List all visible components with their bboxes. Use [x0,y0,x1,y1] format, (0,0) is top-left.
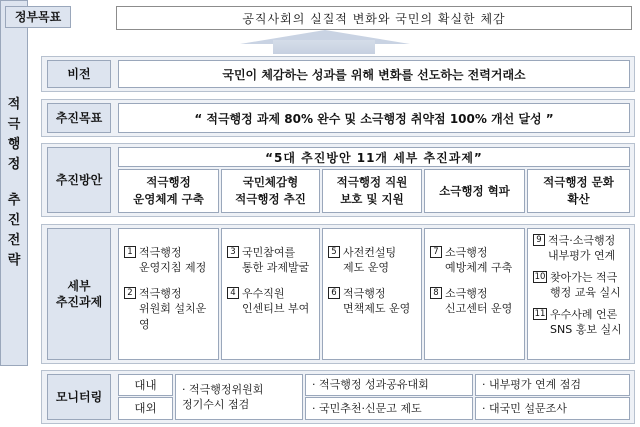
task-column [322,228,422,360]
task-item [533,307,625,338]
task-item [328,245,417,276]
task-item [124,286,214,332]
plan-item [527,169,630,213]
monitoring-survey: · 대국민 설문조사 [475,397,630,420]
task-number: 11 [534,308,546,319]
task-number: 3 [227,246,239,258]
task-item [328,286,417,317]
strategy-char: 극 [7,117,21,132]
plan-item [424,169,525,213]
government-goal-text: 공직사회의 실질적 변화와 국민의 확실한 체감 [116,6,632,30]
plan-item-line: 적극행정 직원 [336,175,408,190]
target-text: “ 적극행정 과제 80% 완수 및 소극행정 취약점 100% 개선 달성 ” [118,103,630,133]
task-number: 4 [227,287,239,299]
task-item [533,233,625,264]
plan-title: “5대 추진방안 11개 세부 추진과제” [118,147,630,167]
task-column [221,228,320,360]
task-number: 9 [533,234,545,246]
task-text: 적극행정 운영지침 제정 [139,246,207,275]
task-column [527,228,630,360]
strategy-char: 정 [7,157,21,172]
plan-item [221,169,320,213]
task-item [430,286,520,317]
plan-item-line: 확산 [567,192,590,206]
task-item [430,245,520,276]
task-item [124,245,214,276]
task-number: 5 [328,246,340,258]
plan-item-line: 소극행정 혁파 [439,183,510,198]
strategy-char: 추 [7,193,21,208]
vision-label: 비전 [47,60,111,88]
plan-item-line: 국민체감형 [242,175,299,190]
monitoring-external-tag: 대외 [118,397,173,420]
strategy-char: 진 [7,213,21,228]
strategy-char: 략 [7,253,21,268]
task-text: 우수사례 언론 SNS 홍보 실시 [550,307,622,336]
strategy-char: 행 [7,137,21,152]
monitoring-internal-eval: · 내부평가 연계 점검 [475,374,630,396]
task-column [424,228,525,360]
tasks-label-line: 세부 [67,278,91,293]
monitoring-label: 모니터링 [47,374,111,420]
task-column [118,228,219,360]
task-text: 사전컨설팅 제도 운영 [343,246,397,275]
plan-item-line: 적극행정 [146,175,191,190]
task-text: 적극·소극행정 내부평가 연계 [548,234,616,263]
plan-item-line: 적극행정 문화 [543,175,614,190]
task-text: 적극행정 면책제도 운영 [343,286,411,316]
task-number: 6 [328,287,340,299]
task-number: 2 [124,287,136,299]
task-text: 찾아가는 적극 행정 교육 실시 [550,270,621,300]
plan-item-line: 보호 및 지원 [340,192,404,206]
tasks-label [47,228,111,360]
task-number: 1 [124,246,136,258]
task-number: 7 [430,246,442,258]
tasks-label-line: 추진과제 [55,295,103,309]
monitoring-internal-tag: 대내 [118,374,173,396]
task-text: 국민참여를 통한 과제발굴 [242,246,310,275]
vision-text: 국민이 체감하는 성과를 위해 변화를 선도하는 전력거래소 [118,60,630,88]
task-text: 소극행정 예방체계 구축 [445,246,513,275]
task-number: 8 [430,287,442,299]
task-number: 10 [534,271,546,282]
plan-item [118,169,219,213]
plan-label: 추진방안 [47,147,111,213]
task-text: 소극행정 신고센터 운영 [445,286,513,316]
strategy-char: 적 [7,97,21,112]
arrow-stem [273,40,375,54]
task-text: 적극행정 위원회 설치운영 [139,286,207,331]
task-item [227,245,315,276]
monitoring-committee: · 적극행정위원회 정기수시 점검 [175,374,303,420]
strategy-char: 전 [7,233,21,248]
government-goal-label: 정부목표 [5,6,71,28]
target-label: 추진목표 [47,103,111,133]
plan-item-line: 운영체계 구축 [133,192,204,206]
task-text: 우수직원 인센티브 부여 [242,286,310,316]
plan-item [322,169,422,213]
monitoring-suggestion: · 국민추천·신문고 제도 [305,397,473,420]
strategy-column [0,0,28,366]
monitoring-contest: · 적극행정 성과공유대회 [305,374,473,396]
task-item [533,270,625,301]
task-item [227,286,315,317]
plan-item-line: 적극행정 추진 [235,192,306,206]
